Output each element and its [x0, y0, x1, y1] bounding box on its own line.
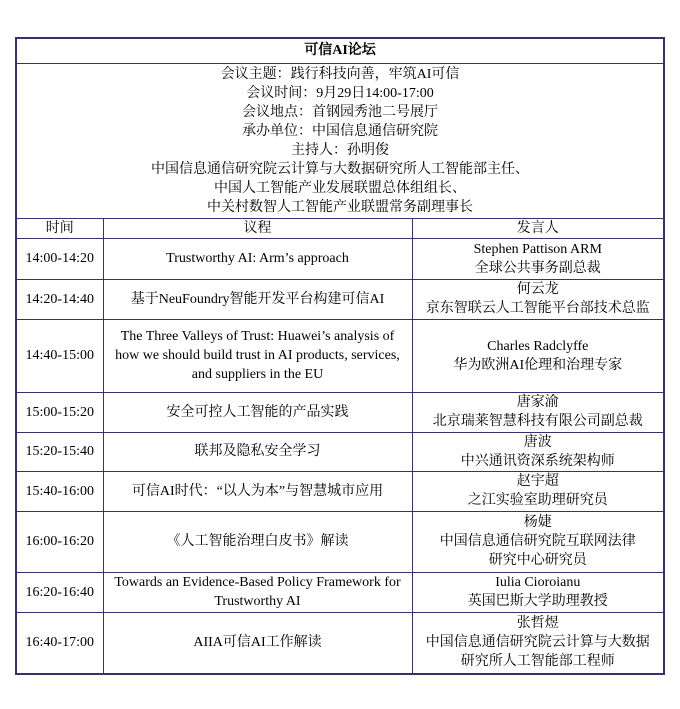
speaker-name: 何云龙	[516, 282, 559, 297]
speaker-title: 之江实验室助理研究员	[467, 493, 608, 508]
session-row	[16, 511, 664, 572]
session-speaker	[412, 392, 664, 432]
session-time: 15:00-15:20	[16, 392, 103, 432]
meeting-venue: 会议地点：首钢园秀池二号展厅	[242, 104, 439, 120]
session-row	[16, 612, 664, 674]
topic-line: 安全可控人工智能的产品实践	[166, 404, 349, 420]
speaker-title: 研究所人工智能部工程师	[460, 654, 615, 670]
agenda-table	[15, 37, 665, 675]
speaker-name: Iulia Cioroianu	[495, 575, 581, 590]
session-topic	[103, 279, 412, 319]
topic-line: 可信AI时代：“以人为本”与智慧城市应用	[131, 483, 384, 499]
topic-line: how we should build trust in AI products, services,	[115, 348, 400, 363]
session-time: 16:40-17:00	[16, 612, 103, 674]
speaker-title: 北京瑞莱智慧科技有限公司副总裁	[432, 414, 643, 429]
session-speaker	[412, 471, 664, 511]
session-speaker	[412, 572, 664, 612]
speaker-name: 唐家渝	[516, 395, 559, 410]
session-topic	[103, 612, 412, 674]
topic-line: Towards an Evidence-Based Policy Framework for	[114, 575, 401, 590]
session-row	[16, 238, 664, 279]
session-row	[16, 432, 664, 471]
topic-line: and suppliers in the EU	[191, 367, 324, 382]
session-time: 14:00-14:20	[16, 238, 103, 279]
session-row	[16, 279, 664, 319]
session-speaker	[412, 432, 664, 471]
session-topic	[103, 572, 412, 612]
header-time: 时间	[16, 218, 103, 238]
meeting-host: 主持人：孙明俊	[291, 142, 390, 158]
meeting-time: 会议时间：9月29日14:00-17:00	[246, 85, 434, 101]
session-time: 15:20-15:40	[16, 432, 103, 471]
host-title-line: 中国人工智能产业发展联盟总体组组长、	[214, 180, 467, 196]
session-speaker	[412, 238, 664, 279]
topic-line: The Three Valleys of Trust: Huawei’s analysis of	[120, 329, 395, 344]
session-topic	[103, 238, 412, 279]
title-row	[16, 38, 664, 63]
meeting-theme: 会议主题：践行科技向善，牢筑AI可信	[220, 66, 460, 82]
speaker-title: 华为欧洲AI伦理和治理专家	[453, 357, 623, 373]
session-time: 14:20-14:40	[16, 279, 103, 319]
session-topic	[103, 319, 412, 392]
topic-line: Trustworthy AI	[214, 594, 301, 609]
speaker-name: 赵宇超	[516, 474, 559, 489]
session-speaker	[412, 279, 664, 319]
meeting-organizer: 承办单位：中国信息通信研究院	[242, 123, 439, 139]
session-speaker	[412, 511, 664, 572]
topic-line: 联邦及隐私安全学习	[194, 444, 321, 459]
speaker-name: Charles Radclyffe	[487, 338, 589, 354]
session-row	[16, 471, 664, 511]
session-time: 15:40-16:00	[16, 471, 103, 511]
speaker-title: 中国信息通信研究院互联网法律	[439, 534, 636, 549]
meeting-info	[16, 63, 664, 218]
topic-line: Trustworthy AI: Arm’s approach	[166, 251, 349, 266]
topic-line: 《人工智能治理白皮书》解读	[166, 534, 349, 549]
info-row	[16, 63, 664, 218]
speaker-title: 中国信息通信研究院云计算与大数据	[425, 635, 650, 651]
speaker-title: 全球公共事务副总裁	[474, 260, 601, 276]
header-agenda: 议程	[103, 218, 412, 238]
host-title-line: 中关村数智人工智能产业联盟常务副理事长	[207, 199, 474, 215]
host-title-line: 中国信息通信研究院云计算与大数据研究所人工智能部主任、	[151, 161, 530, 177]
speaker-title: 中兴通讯资深系统架构师	[460, 453, 615, 469]
speaker-title: 英国巴斯大学助理教授	[467, 594, 608, 609]
speaker-name: 唐波	[523, 434, 552, 450]
topic-line: 基于NeuFoundry智能开发平台构建可信AI	[130, 291, 385, 307]
session-topic	[103, 471, 412, 511]
session-row	[16, 392, 664, 432]
speaker-title: 京东智联云人工智能平台部技术总监	[425, 301, 650, 316]
session-topic	[103, 392, 412, 432]
session-row	[16, 572, 664, 612]
session-row	[16, 319, 664, 392]
speaker-name: 张哲煜	[516, 616, 559, 632]
session-topic	[103, 511, 412, 572]
session-speaker	[412, 612, 664, 674]
session-time: 14:40-15:00	[16, 319, 103, 392]
topic-line: AIIA可信AI工作解读	[193, 635, 322, 651]
session-topic	[103, 432, 412, 471]
header-row	[16, 218, 664, 238]
session-time: 16:00-16:20	[16, 511, 103, 572]
header-speaker: 发言人	[412, 218, 664, 238]
session-time: 16:20-16:40	[16, 572, 103, 612]
session-speaker	[412, 319, 664, 392]
speaker-title: 研究中心研究员	[488, 553, 587, 568]
speaker-name: 杨婕	[523, 515, 552, 530]
forum-title: 可信AI论坛	[16, 38, 664, 63]
speaker-name: Stephen Pattison ARM	[473, 241, 602, 257]
